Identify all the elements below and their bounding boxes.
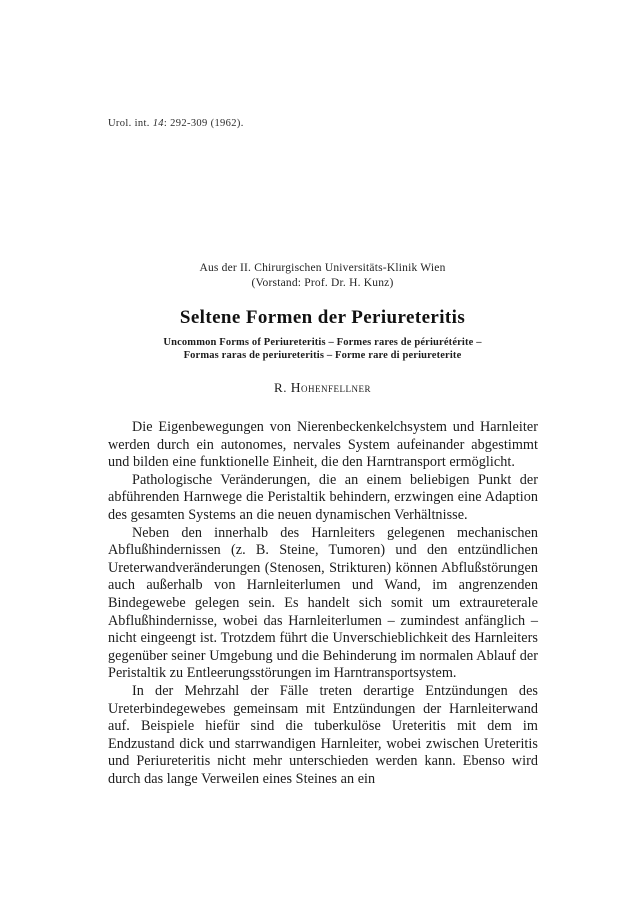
multilingual-subtitles <box>88 336 557 362</box>
journal-name: Urol. int. <box>108 118 150 129</box>
institution-line-2: (Vorstand: Prof. Dr. H. Kunz) <box>251 277 394 289</box>
body-paragraph: Die Eigenbewegungen von Nierenbeckenkelchsystem und Harnleiter werden durch ein autonomes, nervales System aufeinander abgestimmt und bilden eine funktionelle Einheit, die den Harntransport ermöglicht. <box>108 419 538 471</box>
subtitle-line-2: Formas raras de periureteritis – Forme rare di periureterite <box>183 350 462 361</box>
journal-pages: 292-309 <box>170 118 208 129</box>
author-initial: R. <box>274 380 287 395</box>
journal-colon: : <box>163 118 168 129</box>
subtitle-line-1: Uncommon Forms of Periureteritis – Formes rares de périurétérite – <box>163 337 482 348</box>
page-title: Seltene Formen der Periureteritis <box>179 307 466 328</box>
institution-block <box>108 261 537 291</box>
body-paragraph: In der Mehrzahl der Fälle treten derartige Entzündungen des Ureterbindegewebes gemeinsam mit Entzündungen der Harnleiterwand auf. Beispiele hiefür sind die tuberkulöse Ureteritis mit dem im Endzustand dick und starrwandigen Harnleiter, wobei zwischen Ureteritis und Periureteritis nicht mehr unterschieden werden kann. Ebenso wird durch das lange Verweilen eines Steines an ein <box>108 682 538 787</box>
author-surname: Hohenfellner <box>290 380 371 395</box>
body-paragraph: Pathologische Veränderungen, die an einem beliebigen Punkt der abführenden Harnwege die Peristaltik behindern, erzwingen eine Adaption des gesamten Systems an die neuen dynamischen Verhältnisse. <box>108 471 538 523</box>
institution-line-1: Aus der II. Chirurgischen Universitäts-Klinik Wien <box>199 262 446 274</box>
author-byline <box>108 380 537 396</box>
journal-citation <box>108 118 244 129</box>
journal-volume: 14 <box>152 118 164 129</box>
body-paragraph: Neben den innerhalb des Harnleiters gelegenen mechanischen Abflußhindernissen (z. B. Steine, Tumoren) und den entzündlichen Ureterwandveränderungen (Stenosen, Strikturen) können Abflußstörungen auch außerhalb von Harnleiterlumen und Wand, im angrenzenden Bindegewebe gelegen sein. Es handelt sich somit um extraureterale Abflußhindernisse, wobei das Harnleiterlumen – zumindest anfänglich – nicht eingeengt ist. Trotzdem führt die Unverschieblichkeit des Harnleiters gegenüber seiner Umgebung und die Behinderung im normalen Ablauf der Peristaltik zu Entleerungsstörungen im Harntransportsystem. <box>108 524 538 682</box>
journal-year: (1962). <box>210 118 244 129</box>
body-text <box>108 419 538 788</box>
